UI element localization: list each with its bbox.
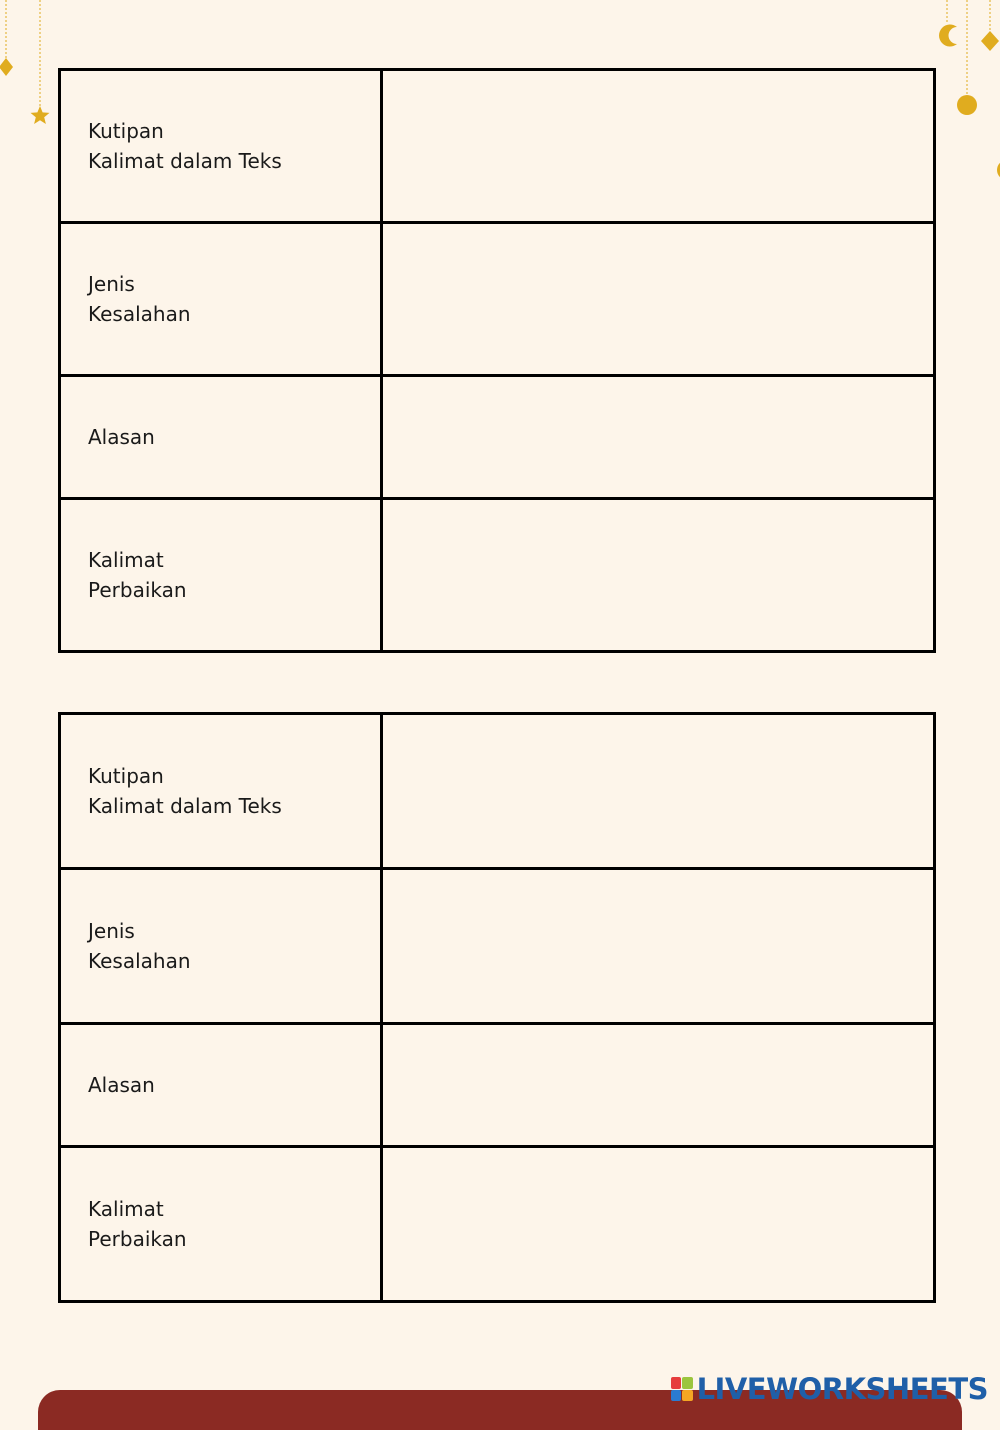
row-label-line: Kutipan — [88, 119, 164, 143]
row-label — [60, 869, 382, 1024]
row-label — [60, 70, 382, 223]
row-label-line: Kalimat — [88, 1197, 164, 1221]
crescent-moon-icon — [939, 25, 957, 47]
answer-cell-jenis-kesalahan[interactable] — [382, 223, 935, 376]
table-row — [60, 223, 935, 376]
row-label-line: Alasan — [88, 1073, 155, 1097]
worksheet-table-1 — [58, 68, 936, 653]
table-row — [60, 1024, 935, 1147]
row-label-line: Kesalahan — [88, 302, 191, 326]
answer-cell-alasan[interactable] — [382, 376, 935, 499]
row-label-line: Perbaikan — [88, 1227, 187, 1251]
table-row — [60, 869, 935, 1024]
answer-cell-kutipan[interactable] — [382, 714, 935, 869]
row-label-line: Alasan — [88, 425, 155, 449]
row-label-line: Jenis — [88, 919, 135, 943]
answer-cell-kalimat-perbaikan[interactable] — [382, 499, 935, 652]
worksheet-table-2 — [58, 712, 936, 1303]
table-row — [60, 1147, 935, 1302]
liveworksheets-logo-icon — [671, 1377, 693, 1401]
table-row — [60, 70, 935, 223]
table-row — [60, 376, 935, 499]
star-icon — [31, 106, 50, 124]
row-label — [60, 714, 382, 869]
row-label-line: Perbaikan — [88, 578, 187, 602]
answer-cell-jenis-kesalahan[interactable] — [382, 869, 935, 1024]
diamond-icon — [981, 31, 999, 51]
row-label-line: Kalimat dalam Teks — [88, 149, 282, 173]
row-label — [60, 1147, 382, 1302]
row-label-line: Jenis — [88, 272, 135, 296]
answer-cell-kalimat-perbaikan[interactable] — [382, 1147, 935, 1302]
row-label — [60, 499, 382, 652]
table-row — [60, 714, 935, 869]
row-label — [60, 376, 382, 499]
row-label-line: Kesalahan — [88, 949, 191, 973]
diamond-icon — [0, 58, 13, 76]
row-label-line: Kalimat — [88, 548, 164, 572]
circle-ornament-icon — [957, 95, 977, 115]
brand-name: LIVEWORKSHEETS — [696, 1372, 988, 1406]
row-label-line: Kutipan — [88, 764, 164, 788]
answer-cell-alasan[interactable] — [382, 1024, 935, 1147]
row-label-line: Kalimat dalam Teks — [88, 794, 282, 818]
row-label — [60, 1024, 382, 1147]
answer-cell-kutipan[interactable] — [382, 70, 935, 223]
table-row — [60, 499, 935, 652]
row-label — [60, 223, 382, 376]
brand-watermark — [671, 1374, 988, 1404]
